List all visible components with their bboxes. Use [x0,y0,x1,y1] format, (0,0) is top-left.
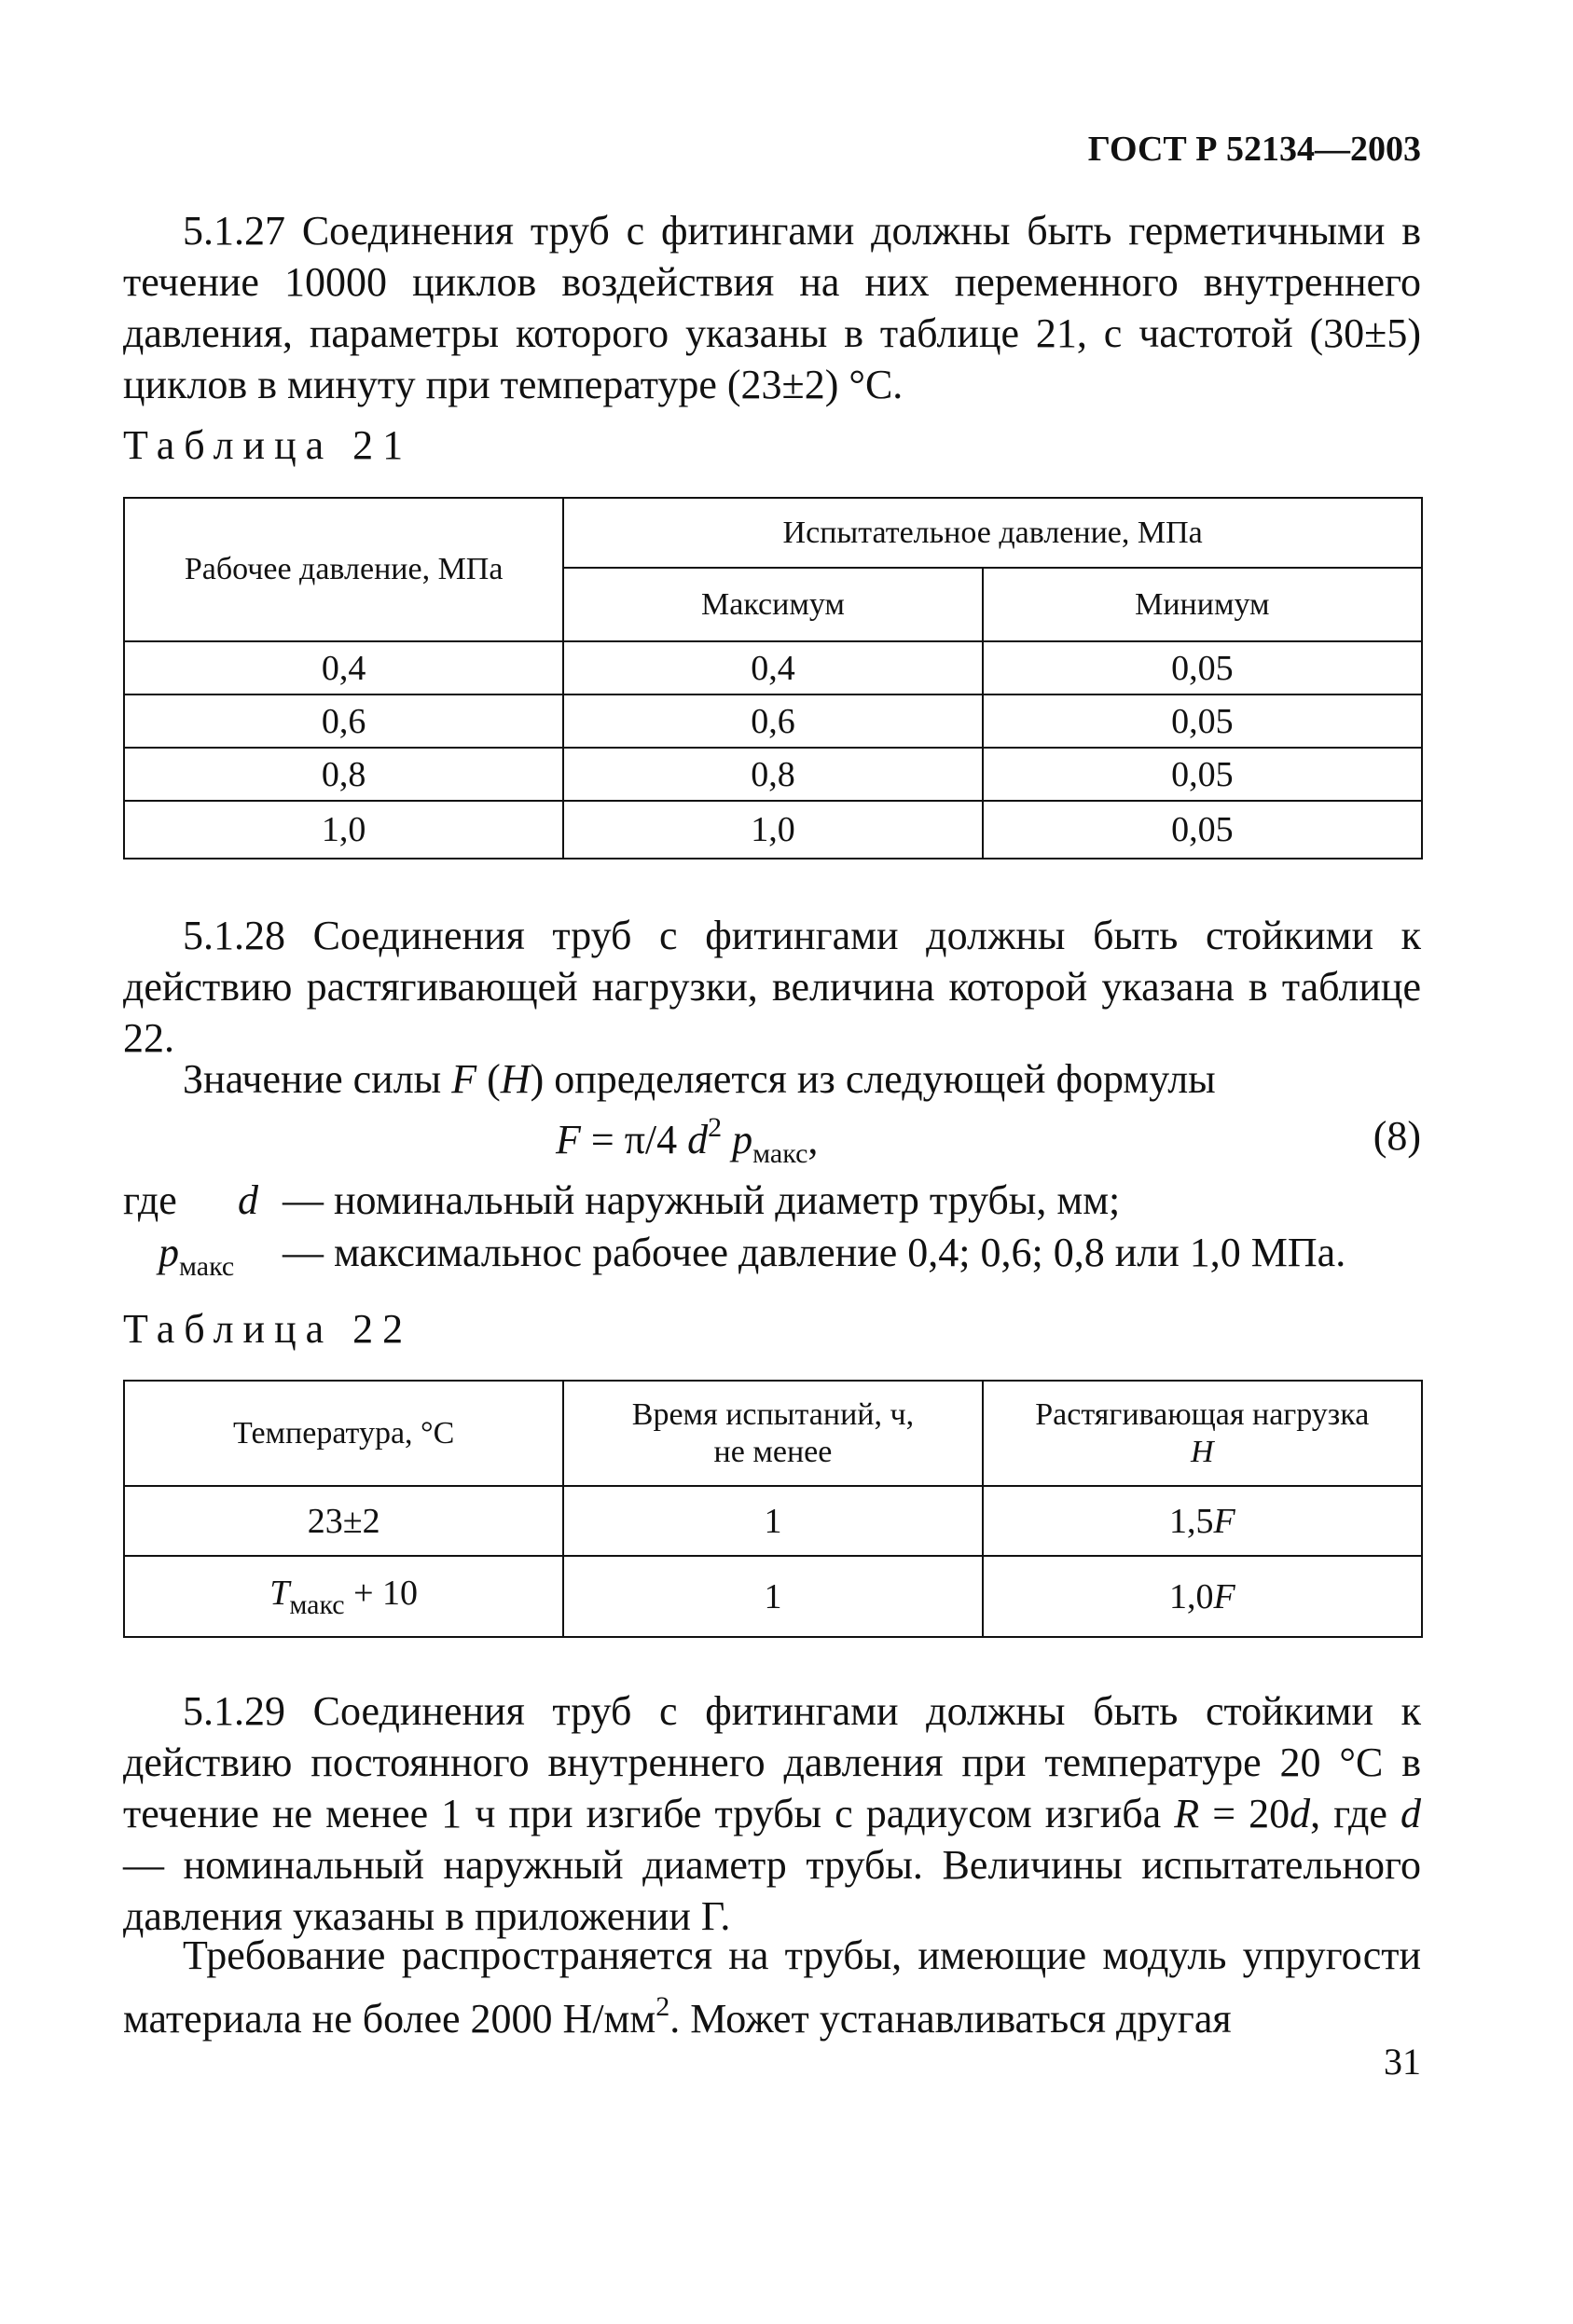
table-row [124,1486,1422,1556]
where-p-symbol: $p_{макс}$ [159,1230,235,1282]
header-temperature: Температура, °С [124,1381,563,1486]
formula-8: F = π/4 $d^2$ $p_{макс}$, [556,1112,819,1169]
table-22-label: Таблица 22 [123,1306,413,1352]
table-row [124,801,1422,859]
cell-min: 0,05 [983,801,1422,859]
paragraph-5-1-29: 5.1.29 Соединения труб с фитингами должны быть стойкими к действию постоянного внутреннего давления при температуре 20 °С в течение не менее 1 ч при изгибе трубы с радиусом изгиба R = 20d, где d — номинальный наружный диаметр трубы. Величины испытательного давления указаны в приложении Г. [123,1688,1421,1939]
cell-load: 1,0F [983,1556,1422,1637]
header-tensile-load: Растягивающая нагрузка Н [983,1381,1422,1486]
where-d-text: — номинальный наружный диаметр трубы, мм; [283,1177,1121,1223]
header-min: Минимум [983,568,1422,641]
header-working-pressure: Рабочее давление, МПа [124,498,563,641]
paragraph-5-1-27: 5.1.27 Соединения труб с фитингами должны быть герметичными в течение 10000 циклов воздействия на них переменного внутреннего давления, параметры которого указаны в таблице 21, с частотой (30±5) циклов в минуту при температуре (23±2) °С. [123,208,1421,407]
cell-time: 1 [563,1556,982,1637]
cell-min: 0,05 [983,641,1422,694]
cell-temperature: $Т_{макс} + 10$ [124,1556,563,1637]
cell-working: 0,4 [124,641,563,694]
paragraph-5-1-28: 5.1.28 Соединения труб с фитингами должны быть стойкими к действию растягивающей нагрузки, величина которой указана в таблице 22. [123,913,1421,1061]
header-max: Максимум [563,568,982,641]
table-21 [123,497,1423,859]
cell-working: 0,6 [124,694,563,748]
document-id-header: ГОСТ Р 52134—2003 [1087,130,1421,169]
formula-number: (8) [1373,1113,1421,1159]
cell-max: 0,6 [563,694,982,748]
paragraph-requirement: Требование распространяется на трубы, имеющие модуль упругости материала не более 2000 $Н/мм^2$. Может устанавливаться другая [123,1932,1421,2042]
table-row [124,641,1422,694]
header-test-time: Время испытаний, ч, не менее [563,1381,982,1486]
where-d-symbol: d [238,1177,258,1223]
cell-max: 1,0 [563,801,982,859]
table-row [124,1556,1422,1637]
cell-temperature: 23±2 [124,1486,563,1556]
cell-min: 0,05 [983,694,1422,748]
page-number: 31 [1384,2041,1421,2083]
cell-working: 1,0 [124,801,563,859]
cell-max: 0,4 [563,641,982,694]
table-row [124,748,1422,801]
cell-load: 1,5F [983,1486,1422,1556]
where-word: где [123,1177,177,1223]
cell-time: 1 [563,1486,982,1556]
cell-working: 0,8 [124,748,563,801]
cell-min: 0,05 [983,748,1422,801]
cell-max: 0,8 [563,748,982,801]
header-test-pressure: Испытательное давление, МПа [563,498,1422,568]
table-row [124,694,1422,748]
force-intro: Значение силы F (Н) определяется из следующей формулы [183,1056,1216,1102]
table-22 [123,1380,1423,1638]
table-21-label: Таблица 21 [123,422,413,468]
where-p-text: — максимальнос рабочее давление 0,4; 0,6; 0,8 или 1,0 МПа. [283,1230,1346,1275]
